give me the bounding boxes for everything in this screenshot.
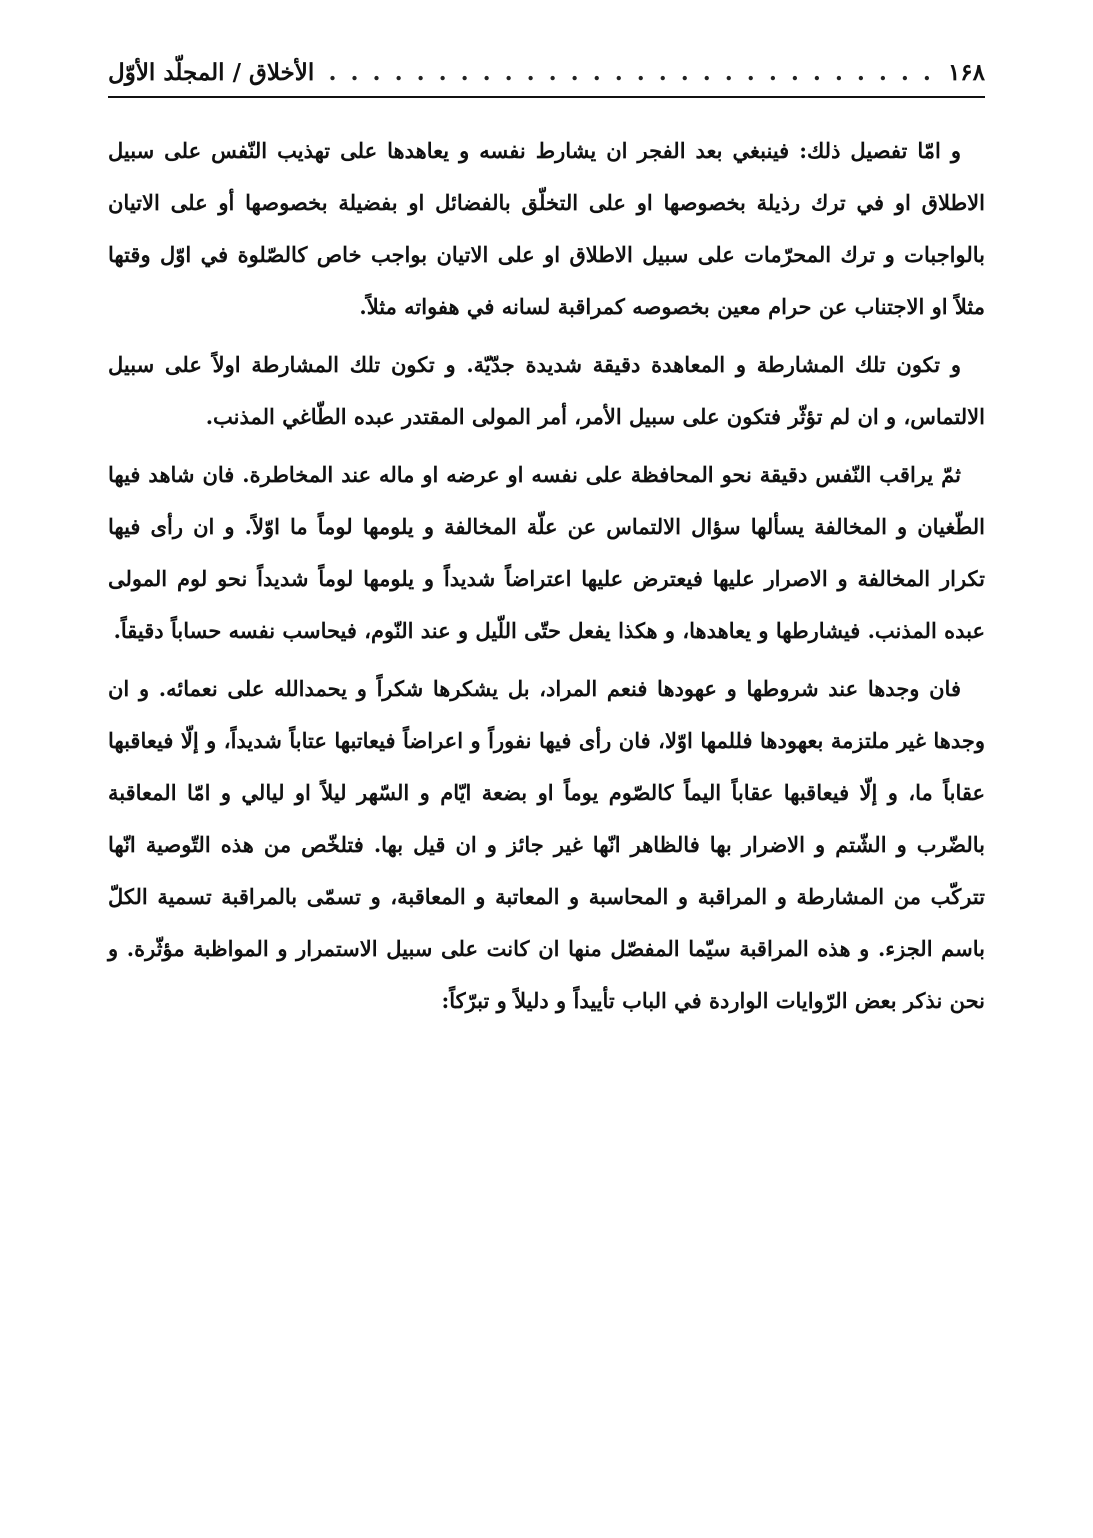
- paragraph: ثمّ يراقب النّفس دقيقة نحو المحافظة على نفسه او عرضه او ماله عند المخاطرة. فان شاهد فيها الطّغيان و المخالفة يسألها سؤال الالتماس عن علّة المخالفة و يلومها لوماً ما اوّلاً. و ان رأى فيها تكرار المخالفة و الاصرار عليها فيعترض عليها اعتراضاً شديداً و يلومها لوماً شديداً نحو لوم المولى عبده المذنب. فيشارطها و يعاهدها، و هكذا يفعل حتّى اللّيل و عند النّوم، فيحاسب نفسه حساباً دقيقاً.: [108, 462, 985, 643]
- running-title: الأخلاق / المجلّد الأوّل: [108, 58, 315, 86]
- paragraph: فان وجدها عند شروطها و عهودها فنعم المراد، بل يشكرها شكراً و يحمدالله على نعمائه. و ان وجدها غير ملتزمة بعهودها فللمها اوّلا، فان رأى فيها نفوراً و اعراضاً فيعاتبها عتاباً شديداً، و إلّا فيعاقبها عقاباً ما، و إلّا فيعاقبها عقاباً اليماً كالصّوم يوماً او بضعة ايّام و السّهر ليلاً او ليالي و امّا المعاقبة بالضّرب و الشّتم و الاضرار بها فالظاهر انّها غير جائز و ان قيل بها. فتلخّص من هذه التّوصية انّها تتركّب من المشارطة و المراقبة و المحاسبة و المعاتبة و المعاقبة، و تسمّى بالمراقبة تسمية الكلّ باسم الجزء. و هذه المراقبة سيّما المفصّل منها ان كانت على سبيل الاستمرار و المواظبة مؤثّرة. و نحن نذكر بعض الرّوايات الواردة في الباب تأييداً و دليلاً و تبرّكاً:: [108, 676, 985, 1013]
- paragraph: و تكون تلك المشارطة و المعاهدة دقيقة شديدة جدّيّة. و تكون تلك المشارطة اولاً على سبيل الالتماس، و ان لم تؤثّر فتكون على سبيل الأمر، أمر المولى المقتدر عبده الطّاغي المذنب.: [108, 352, 985, 429]
- page-number: ۱۶۸: [947, 58, 985, 86]
- page-header: [108, 48, 985, 98]
- body-text: [108, 125, 985, 1033]
- paragraph: و امّا تفصيل ذلك: فينبغي بعد الفجر ان يشارط نفسه و يعاهدها على تهذيب النّفس على سبيل الاطلاق او في ترك رذيلة بخصوصها او على التخلّق بالفضائل او بفضيلة بخصوصها أو على الاتيان بالواجبات و ترك المحرّمات على سبيل الاطلاق او على الاتيان بواجب خاص كالصّلوة في اوّل وقتها مثلاً او الاجتناب عن حرام معين بخصوصه كمراقبة لسانه في هفواته مثلاً.: [108, 138, 985, 319]
- leader-dots: [326, 59, 934, 86]
